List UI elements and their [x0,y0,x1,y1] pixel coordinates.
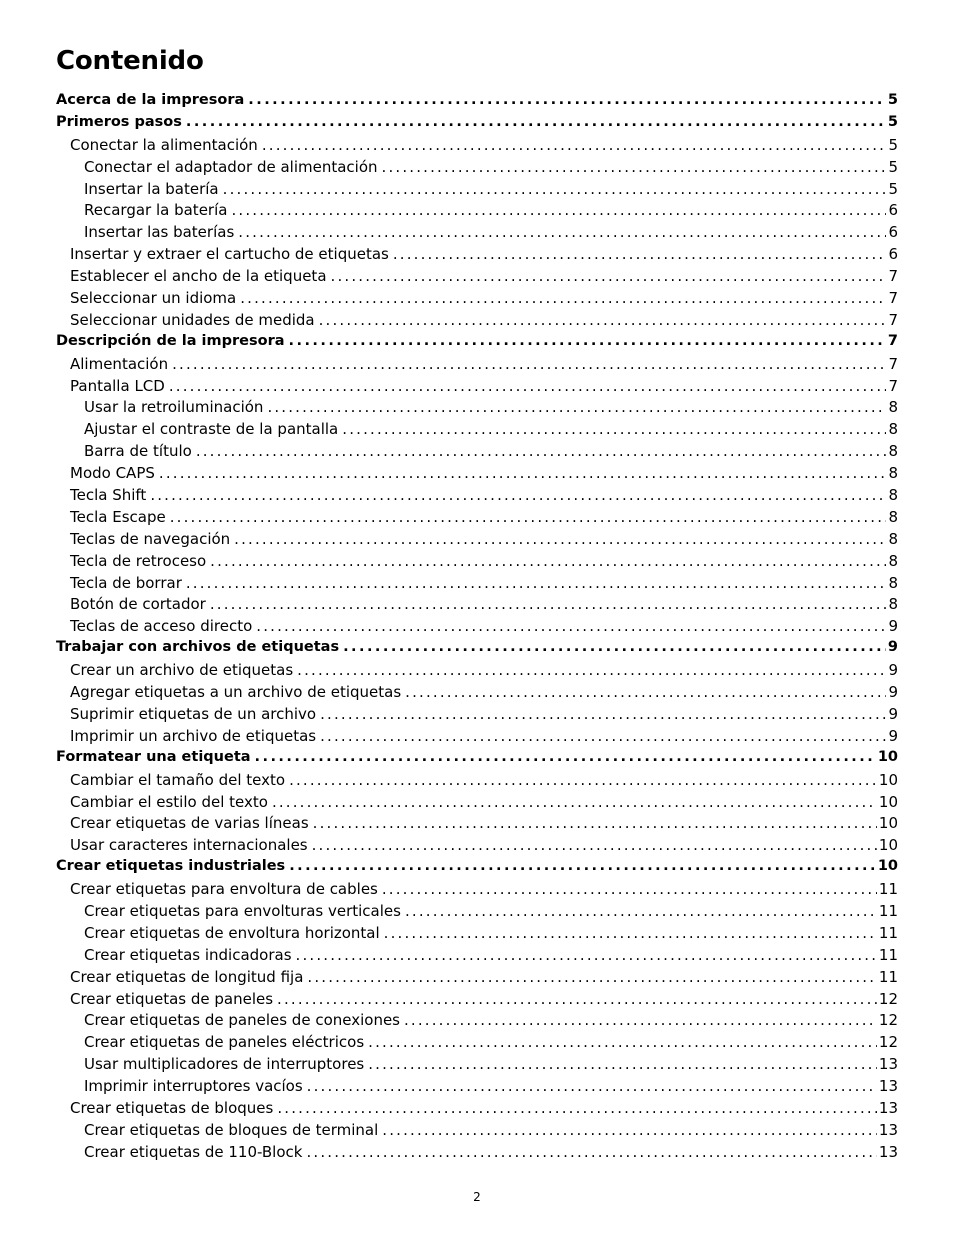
toc-entry-page: 7 [888,376,898,395]
dot-leader [234,530,886,548]
toc-entry[interactable] [56,92,898,114]
toc-entry[interactable] [56,968,898,990]
dot-leader [320,705,886,723]
dot-leader [331,267,887,285]
toc-entry-page: 6 [888,201,898,220]
toc-entry-label: Recargar la batería [84,201,228,220]
toc-entry-page: 5 [888,179,898,198]
dot-leader [313,814,877,832]
dot-leader [343,639,886,655]
toc-entry[interactable] [56,267,898,289]
dot-leader [404,1011,877,1029]
toc-entry-page: 8 [888,464,898,483]
toc-entry-label: Insertar la batería [84,179,219,198]
toc-entry-page: 7 [888,267,898,286]
toc-entry-label: Barra de título [84,442,192,461]
toc-entry[interactable] [56,1143,898,1165]
toc-entry[interactable] [56,508,898,530]
toc-entry[interactable] [56,727,898,749]
toc-entry-page: 9 [888,661,898,680]
dot-leader [159,464,887,482]
toc-entry-label: Tecla de borrar [70,573,182,592]
toc-entry[interactable] [56,486,898,508]
toc-entry-page: 10 [877,858,898,875]
toc-entry-page: 8 [888,529,898,548]
dot-leader [267,398,886,416]
toc-entry-label: Teclas de navegación [70,529,231,548]
toc-entry-label: Crear etiquetas industriales [56,858,286,875]
toc-entry-page: 11 [878,945,898,964]
toc-entry[interactable] [56,902,898,924]
toc-entry-label: Ajustar el contraste de la pantalla [84,420,339,439]
toc-entry[interactable] [56,136,898,158]
toc-entry-page: 13 [878,1120,898,1139]
toc-entry-label: Cambiar el estilo del texto [70,792,268,811]
toc-entry-page: 7 [887,332,898,349]
toc-entry[interactable] [56,574,898,596]
toc-entry[interactable] [56,639,898,661]
toc-entry[interactable] [56,836,898,858]
dot-leader [296,946,877,964]
toc-entry-page: 9 [888,704,898,723]
toc-entry-label: Conectar la alimentación [70,135,258,154]
table-of-contents [56,92,898,1165]
toc-entry[interactable] [56,749,898,771]
toc-entry-page: 7 [888,354,898,373]
toc-entry[interactable] [56,1121,898,1143]
toc-entry-page: 5 [887,113,898,130]
dot-leader [256,617,886,635]
toc-entry[interactable] [56,617,898,639]
toc-entry-label: Crear un archivo de etiquetas [70,661,294,680]
toc-entry-page: 8 [888,398,898,417]
toc-entry-page: 7 [888,289,898,308]
toc-entry-label: Descripción de la impresora [56,332,285,349]
toc-entry-page: 9 [888,617,898,636]
dot-leader [150,486,886,504]
toc-entry-label: Pantalla LCD [70,376,165,395]
dot-leader [255,749,876,765]
toc-entry-label: Crear etiquetas de paneles eléctricos [84,1033,365,1052]
toc-entry[interactable] [56,464,898,486]
toc-entry-label: Tecla Escape [70,507,166,526]
dot-leader [289,858,876,874]
toc-entry-page: 7 [888,310,898,329]
toc-entry-page: 12 [878,1011,898,1030]
dot-leader [248,92,886,108]
toc-entry-page: 8 [888,551,898,570]
toc-entry-page: 10 [878,792,898,811]
toc-entry-page: 13 [878,1077,898,1096]
toc-entry-label: Crear etiquetas para envolturas verticales [84,901,401,920]
dot-leader [172,355,886,373]
toc-entry-label: Crear etiquetas para envoltura de cables [70,880,378,899]
toc-entry-page: 10 [878,814,898,833]
toc-entry[interactable] [56,924,898,946]
toc-entry-label: Botón de cortador [70,595,206,614]
toc-entry-label: Tecla Shift [70,486,147,505]
toc-entry-page: 13 [878,1098,898,1117]
toc-entry-page: 8 [888,442,898,461]
dot-leader [186,114,886,130]
dot-leader [320,727,886,745]
toc-entry-label: Insertar y extraer el cartucho de etiquetas [70,245,389,264]
toc-entry-label: Seleccionar unidades de medida [70,310,315,329]
toc-entry-label: Crear etiquetas de bloques de terminal [84,1120,379,1139]
toc-entry-label: Establecer el ancho de la etiqueta [70,267,327,286]
dot-leader [368,1055,877,1073]
toc-entry-label: Crear etiquetas de paneles de conexiones [84,1011,400,1030]
toc-entry-label: Conectar el adaptador de alimentación [84,157,378,176]
toc-entry[interactable] [56,530,898,552]
dot-leader [312,836,877,854]
toc-entry-page: 10 [877,748,898,765]
dot-leader [297,661,886,679]
toc-entry-label: Crear etiquetas de paneles [70,989,274,1008]
toc-entry[interactable] [56,420,898,442]
dot-leader [272,793,877,811]
dot-leader [169,377,887,395]
toc-entry-label: Trabajar con archivos de etiquetas [56,639,340,656]
toc-entry-label: Crear etiquetas de envoltura horizontal [84,923,380,942]
toc-entry-page: 13 [878,1055,898,1074]
toc-entry-label: Seleccionar un idioma [70,289,237,308]
dot-leader [231,201,886,219]
toc-entry-page: 5 [888,157,898,176]
toc-entry-page: 8 [888,573,898,592]
toc-entry-page: 6 [888,245,898,264]
toc-entry[interactable] [56,355,898,377]
toc-entry-label: Acerca de la impresora [56,92,245,108]
toc-entry-page: 6 [888,223,898,242]
dot-leader [405,683,886,701]
toc-entry[interactable] [56,946,898,968]
toc-entry-label: Insertar las baterías [84,223,235,242]
toc-entry-page: 10 [878,770,898,789]
toc-entry-label: Crear etiquetas de 110-Block [84,1142,303,1161]
toc-entry[interactable] [56,858,898,880]
page-number: 2 [473,1190,481,1204]
toc-entry-page: 13 [878,1142,898,1161]
dot-leader [223,180,887,198]
toc-entry-label: Crear etiquetas de bloques [70,1098,274,1117]
toc-entry[interactable] [56,793,898,815]
dot-leader [306,1143,876,1161]
toc-entry[interactable] [56,245,898,267]
dot-leader [186,574,887,592]
dot-leader [319,311,887,329]
toc-entry-label: Formatear una etiqueta [56,748,251,765]
toc-entry-label: Agregar etiquetas a un archivo de etiquetas [70,683,402,702]
toc-entry-label: Crear etiquetas indicadoras [84,945,292,964]
toc-entry-page: 8 [888,507,898,526]
toc-entry-label: Crear etiquetas de varias líneas [70,814,309,833]
toc-entry[interactable] [56,661,898,683]
dot-leader [210,595,887,613]
dot-leader [238,223,886,241]
toc-entry[interactable] [56,1077,898,1099]
toc-entry[interactable] [56,114,898,136]
toc-entry-page: 11 [878,923,898,942]
toc-entry-page: 10 [878,836,898,855]
toc-entry[interactable] [56,990,898,1012]
page-title: Contenido [56,46,204,76]
toc-entry[interactable] [56,595,898,617]
toc-entry-label: Imprimir interruptores vacíos [84,1077,303,1096]
dot-leader [196,442,887,460]
toc-entry[interactable] [56,442,898,464]
dot-leader [307,968,877,986]
dot-leader [240,289,886,307]
dot-leader [277,1099,877,1117]
dot-leader [170,508,887,526]
dot-leader [289,771,877,789]
toc-entry[interactable] [56,377,898,399]
toc-entry[interactable] [56,705,898,727]
dot-leader [382,880,877,898]
dot-leader [262,136,887,154]
toc-entry[interactable] [56,1011,898,1033]
toc-entry[interactable] [56,311,898,333]
toc-entry-page: 11 [878,880,898,899]
toc-entry-label: Primeros pasos [56,113,182,130]
dot-leader [368,1033,877,1051]
toc-entry[interactable] [56,201,898,223]
dot-leader [382,158,887,176]
toc-entry-label: Cambiar el tamaño del texto [70,770,286,789]
toc-entry[interactable] [56,683,898,705]
dot-leader [382,1121,877,1139]
toc-entry-page: 8 [888,595,898,614]
toc-entry-page: 11 [878,967,898,986]
toc-entry-page: 9 [888,726,898,745]
dot-leader [289,333,886,349]
dot-leader [384,924,877,942]
toc-entry[interactable] [56,223,898,245]
toc-entry-label: Usar la retroiluminación [84,398,264,417]
toc-entry-label: Suprimir etiquetas de un archivo [70,704,317,723]
toc-entry[interactable] [56,1055,898,1077]
toc-entry-label: Usar multiplicadores de interruptores [84,1055,365,1074]
toc-entry[interactable] [56,814,898,836]
toc-entry[interactable] [56,552,898,574]
toc-entry-label: Usar caracteres internacionales [70,836,308,855]
dot-leader [342,420,886,438]
toc-entry-label: Alimentación [70,354,169,373]
toc-entry-page: 12 [878,1033,898,1052]
toc-entry-page: 5 [888,135,898,154]
toc-entry[interactable] [56,771,898,793]
toc-entry-label: Imprimir un archivo de etiquetas [70,726,317,745]
toc-entry[interactable] [56,333,898,355]
dot-leader [405,902,877,920]
toc-entry-page: 9 [888,683,898,702]
toc-entry-page: 11 [878,901,898,920]
dot-leader [393,245,887,263]
toc-entry-label: Tecla de retroceso [70,551,207,570]
dot-leader [277,990,877,1008]
toc-entry[interactable] [56,180,898,202]
toc-entry[interactable] [56,1099,898,1121]
dot-leader [210,552,886,570]
dot-leader [307,1077,877,1095]
toc-entry[interactable] [56,158,898,180]
toc-entry-page: 8 [888,420,898,439]
toc-entry-page: 5 [887,92,898,108]
toc-entry-page: 9 [887,639,898,656]
toc-entry-label: Teclas de acceso directo [70,617,253,636]
toc-entry-label: Modo CAPS [70,464,155,483]
toc-entry-page: 12 [878,989,898,1008]
toc-entry[interactable] [56,880,898,902]
toc-entry-label: Crear etiquetas de longitud fija [70,967,304,986]
toc-entry-page: 8 [888,486,898,505]
toc-entry[interactable] [56,1033,898,1055]
toc-entry[interactable] [56,289,898,311]
toc-entry[interactable] [56,398,898,420]
